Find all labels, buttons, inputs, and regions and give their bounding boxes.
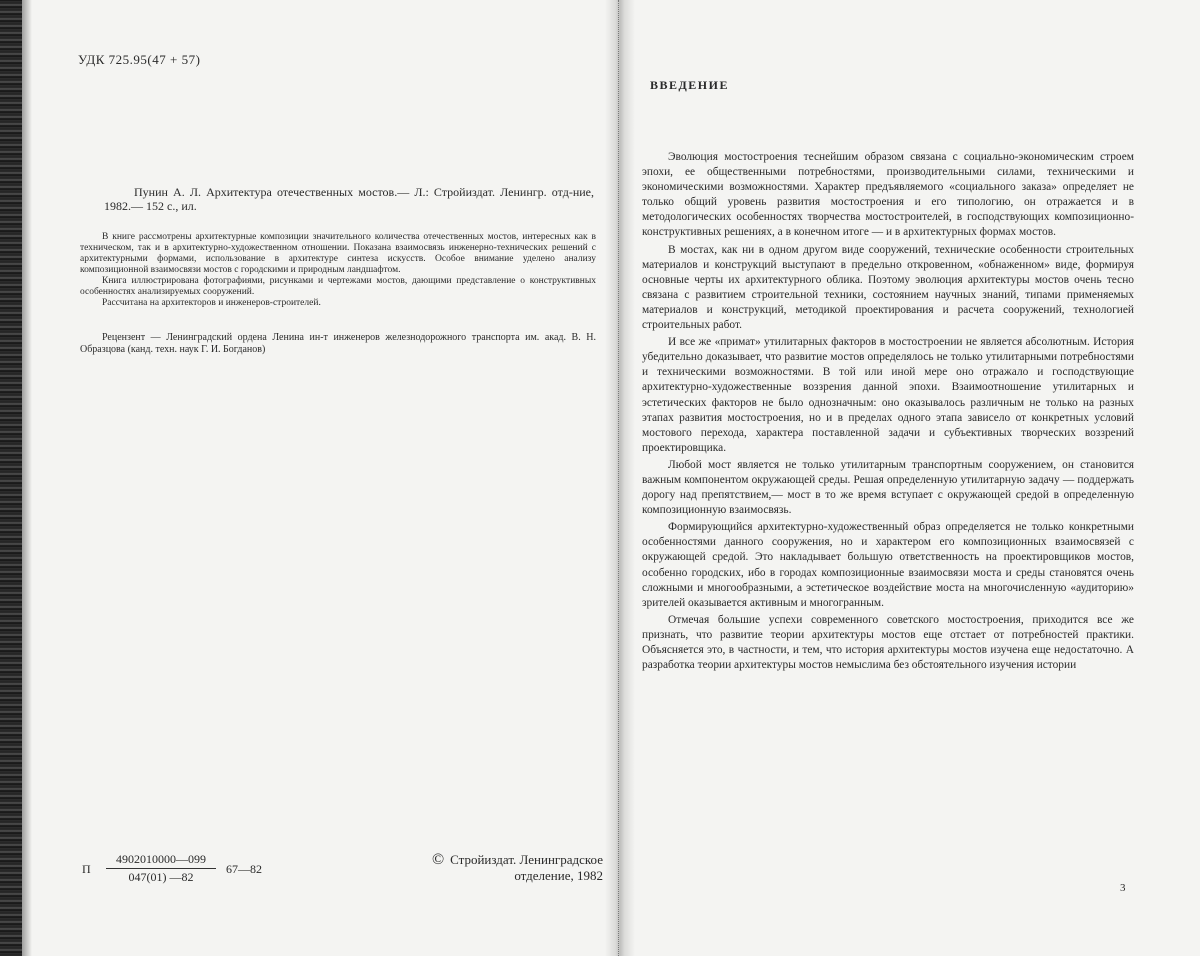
annotation-paragraph: Рассчитана на архитекторов и инженеров-строителей. [102,298,321,308]
scan-edge-shadow [0,0,22,956]
annotation [80,232,596,309]
annotation-paragraph: Книга иллюстрирована фотографиями, рисунками и чертежами мостов, дающими представление о конструктивных особенностях анализируемых сооружений. [80,276,596,297]
copyright-line-2: отделение, 1982 [514,868,603,883]
left-page [30,0,610,956]
bibliographic-record: Пунин А. Л. Архитектура отечественных мостов.— Л.: Стройиздат. Ленингр. отд-ние, 1982.— 152 с., ил. [104,185,594,213]
code-letter: П [82,862,91,876]
chapter-heading: ВВЕДЕНИЕ [650,78,729,92]
book-fold-line [618,0,620,956]
body-paragraph: Любой мост является не только утилитарным транспортным сооружением, он становится важным компонентом окружающей среды. Решая определенную утилитарную задачу — поддержать дорогу над препятствием,— мост в то же время вступает с окружающей средой в определенную композиционную взаимосвязь. [642,458,1134,517]
udk-code: УДК 725.95(47 + 57) [78,52,201,67]
code-denominator: 047(01) —82 [128,870,194,884]
copyright-line-1: Стройиздат. Ленинградское [450,852,603,867]
copyright-notice [408,852,603,884]
publication-code [82,852,302,892]
body-text [642,150,1134,675]
reviewer-note: Рецензент — Ленинградский ордена Ленина ин-т инженеров железнодорожного транспорта им. акад. В. Н. Образцова (канд. техн. наук Г. И. Богданов) [80,332,596,355]
body-paragraph: Отмечая большие успехи современного советского мостостроения, приходится все же признать, что развитие теории архитектуры мостов еще отстает от потребностей практики. Объясняется это, в частности, и тем, что история архитектуры мостов изучена еще недостаточно. А разработка теории архитектуры мостов немыслима без обстоятельного изучения истории [642,613,1134,672]
body-paragraph: И все же «примат» утилитарных факторов в мостостроении не является абсолютным. История убедительно доказывает, что развитие мостов определялось не только утилитарными потребностями и техническими возможностями. В той или иной мере оно отражало и господствующие архитектурно-художественные воззрения данной эпохи. Взаимоотношение утилитарных и эстетических факторов не было однозначным: оно оказывалось различным не только на разных этапах развития мостостроения, но и в пределах одного этапа зависело от конкретных условий мостового перехода, характера поставленной задачи и субъективных творческих воззрений проектировщика. [642,336,1134,454]
body-paragraph: В мостах, как ни в одном другом виде сооружений, технические особенности строительных материалов и конструкций выступают в предельно откровенном, «обнаженном» виде, формируя основные черты их архитектурного облика. Поэтому эволюция архитектуры мостов очень тесно связана с развитием строительной техники, состоянием научных знаний, типами применяемых материалов и конструкций, методикой проектирования и расчета сооружений, технологией строительных работ. [642,243,1134,332]
annotation-paragraph: В книге рассмотрены архитектурные композиции значительного количества отечественных мостов, интересных как в техническом, так и в архитектурно-художественном отношении. Показана взаимосвязь инженерно-технических решений с архитектурными формами, использование в архитектуре синтеза искусств. Особое внимание уделено анализу композиционной взаимосвязи мостов с городскими и природным ландшафтом. [80,232,596,275]
code-suffix: 67—82 [226,862,262,876]
page-number: 3 [1120,882,1126,894]
copyright-icon: © [431,851,445,868]
body-paragraph: Формирующийся архитектурно-художественный образ определяется не только конкретными особенностями данного сооружения, но и характером его композиционных взаимосвязей с окружающей средой. Это накладывает большую ответственность на проектировщиков мостов, особенно городских, ибо в городах композиционные взаимосвязи моста и среды становятся очень сложными и многообразными, а эстетическое воздействие моста на многочисленную «аудиторию» зрителей оказывается активным и многогранным. [642,521,1134,609]
body-paragraph: Эволюция мостостроения теснейшим образом связана с социально-экономическим строем эпохи, ее общественными потребностями, производительными силами, техническими и экономическими возможностями. Характер предъявляемого «социального заказа» определяет не только общий уровень развития мостостроения и его типологию, он отражается и в методологических особенностях творчества мостостроителей, в господствующих композиционно-конструктивных решениях, а в конечном итоге — и в архитектурных формах мостов. [642,151,1134,239]
code-numerator: 4902010000—099 [106,852,216,869]
